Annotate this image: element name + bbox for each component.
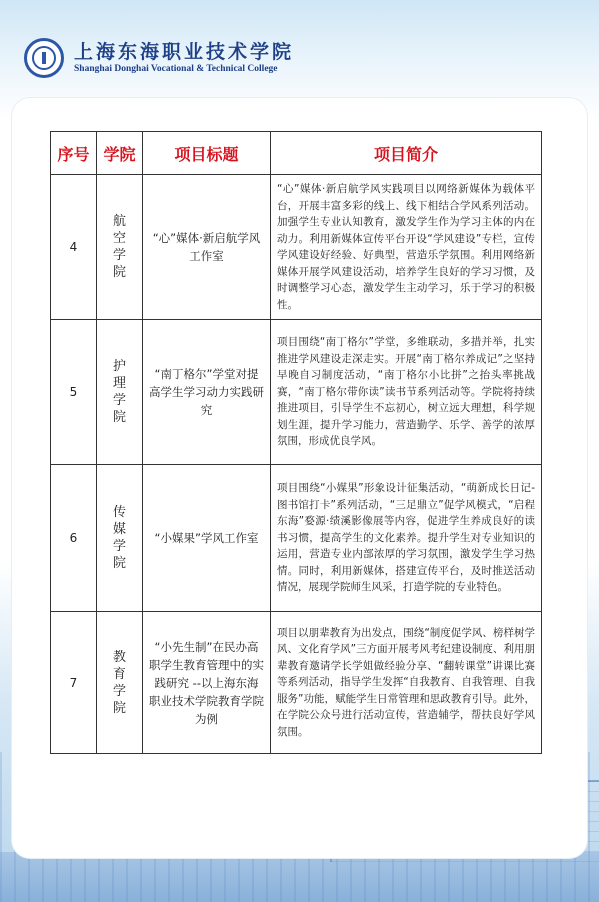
row-college: 传媒学院	[97, 465, 143, 612]
row-title: “心”媒体·新启航学风工作室	[143, 175, 271, 320]
header-college: 学院	[97, 132, 143, 175]
row-num: 7	[51, 612, 97, 754]
row-college: 护理学院	[97, 320, 143, 465]
table-row	[51, 465, 542, 612]
row-intro: 项目围绕“南丁格尔”学堂，多维联动，多措并举，扎实推进学风建设走深走实。开展“南丁格尔养成记”之坚持早晚自习制度活动，“南丁格尔小比拼”之抬头率挑战赛，“南丁格尔带你读”读书节系列活动等。学院将持续推进项目，引导学生不忘初心，树立远大理想，科学规划生涯，提升学习能力，营造勤学、乐学、善学的浓厚氛围，形成优良学风。	[271, 320, 542, 465]
table-header-row	[51, 132, 542, 175]
school-logo-icon	[24, 38, 64, 78]
row-title: “小先生制”在民办高职学生教育管理中的实践研究 --以上海东海职业技术学院教育学院为例	[143, 612, 271, 754]
row-title: “小媒果”学风工作室	[143, 465, 271, 612]
row-intro: 项目以朋辈教育为出发点，围绕“制度促学风、榜样树学风、文化育学风”三方面开展考风考纪建设制度、利用朋辈教育邀请学长学姐做经验分享、“翻转课堂”讲课比赛等系列活动，指导学生发挥“自我教育、自我管理、自我服务”功能，赋能学生日常管理和思政教育引导。此外，在学院公众号进行活动宣传，营造辅学，帮扶良好学风氛围。	[271, 612, 542, 754]
header-title: 项目标题	[143, 132, 271, 175]
row-intro: “心”媒体·新启航学风实践项目以网络新媒体为载体平台，开展丰富多彩的线上、线下相结合学风系列活动。加强学生专业认知教育，激发学生作为学习主体的内在动力。利用新媒体宣传平台开设“学风建设”专栏，宣传学风建设好经验、好典型，营造乐学氛围。利用网络新媒体开展学风建设活动，培养学生良好的学习习惯，及时调整学习心态，激发学生主动学习，乐于学习的积极性。	[271, 175, 542, 320]
row-college: 航空学院	[97, 175, 143, 320]
row-title: “南丁格尔”学堂对提高学生学习动力实践研究	[143, 320, 271, 465]
header-intro: 项目简介	[271, 132, 542, 175]
header-num: 序号	[51, 132, 97, 175]
table-row	[51, 320, 542, 465]
school-name-cn: 上海东海职业技术学院	[74, 41, 295, 63]
project-table	[50, 131, 542, 754]
row-college: 教育学院	[97, 612, 143, 754]
row-num: 5	[51, 320, 97, 465]
table-row	[51, 175, 542, 320]
school-header	[24, 36, 294, 80]
school-name-en: Shanghai Donghai Vocational & Technical College	[74, 64, 278, 74]
row-num: 4	[51, 175, 97, 320]
row-num: 6	[51, 465, 97, 612]
campus-ground	[0, 852, 599, 902]
school-name-block	[74, 41, 294, 75]
row-intro: 项目围绕“小媒果”形象设计征集活动，“萌新成长日记-图书馆打卡”系列活动，“三足鼎立”促学风模式，“启程东海”婺源·绩溪影像展等内容，促进学生养成良好的读书习惯，提高学生的文化素养。提升学生对专业知识的运用，营造专业内部浓厚的学习氛围，激发学生学习热情。同时，利用新媒体，搭建宣传平台，及时推送活动情况，展现学院师生风采，打造学院的专业特色。	[271, 465, 542, 612]
table-row	[51, 612, 542, 754]
